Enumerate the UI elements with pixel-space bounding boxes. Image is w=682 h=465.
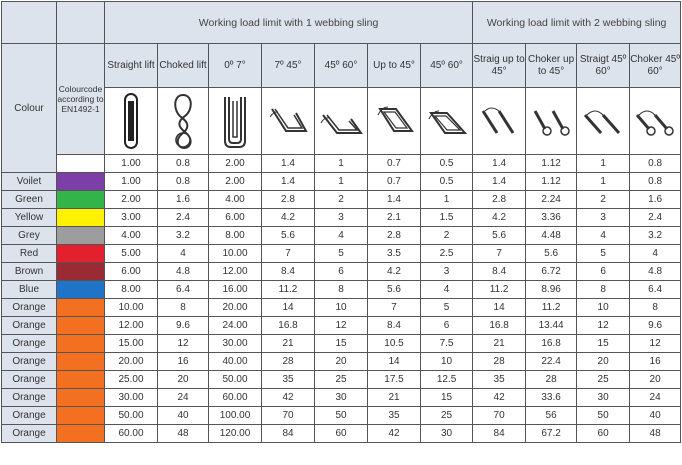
wll-value-cell: 33.6 <box>526 389 577 407</box>
double-straight-45-60-icon <box>577 88 630 155</box>
wll-value-cell: 84 <box>262 425 315 443</box>
column-header: 7º 45° <box>262 44 315 88</box>
wll-value-cell: 14 <box>368 353 421 371</box>
wll-value-cell: 4.00 <box>105 227 158 245</box>
factor-cell: 1.00 <box>105 155 158 173</box>
wll-value-cell: 4.8 <box>158 263 209 281</box>
wll-value-cell: 2 <box>315 191 368 209</box>
wll-value-cell: 3.5 <box>368 245 421 263</box>
wll-value-cell: 8.4 <box>262 263 315 281</box>
wll-value-cell: 35 <box>368 407 421 425</box>
table-row <box>2 191 681 209</box>
wll-value-cell: 28 <box>526 371 577 389</box>
wll-value-cell: 10 <box>421 353 473 371</box>
wll-value-cell: 100.00 <box>209 407 262 425</box>
wll-value-cell: 70 <box>262 407 315 425</box>
wll-value-cell: 8.4 <box>368 317 421 335</box>
wll-value-cell: 50 <box>577 407 630 425</box>
table-row <box>2 209 681 227</box>
table-row <box>2 389 681 407</box>
wll-value-cell: 6.4 <box>158 281 209 299</box>
table-row <box>2 353 681 371</box>
wll-value-cell: 7.5 <box>421 335 473 353</box>
colour-name: Orange <box>2 425 57 443</box>
wll-value-cell: 16 <box>630 353 681 371</box>
colour-swatch <box>57 245 105 263</box>
wll-value-cell: 12.00 <box>209 263 262 281</box>
column-header: Up to 45° <box>368 44 421 88</box>
wll-value-cell: 40.00 <box>209 353 262 371</box>
straight-lift-icon <box>105 88 158 155</box>
triangle-45-60-icon <box>421 88 473 155</box>
colour-swatch <box>57 263 105 281</box>
wll-value-cell: 5.6 <box>526 245 577 263</box>
colour-swatch <box>57 389 105 407</box>
wll-value-cell: 5 <box>315 245 368 263</box>
colour-swatch <box>57 425 105 443</box>
wll-value-cell: 2.00 <box>209 173 262 191</box>
colour-swatch <box>57 209 105 227</box>
wll-value-cell: 2 <box>421 227 473 245</box>
wll-value-cell: 8 <box>577 281 630 299</box>
wll-value-cell: 20 <box>315 353 368 371</box>
wll-value-cell: 15 <box>577 335 630 353</box>
wll-value-cell: 4 <box>158 245 209 263</box>
wll-value-cell: 67.2 <box>526 425 577 443</box>
wll-value-cell: 3.00 <box>105 209 158 227</box>
wll-value-cell: 4.8 <box>630 263 681 281</box>
wll-value-cell: 28 <box>262 353 315 371</box>
wll-value-cell: 4.00 <box>209 191 262 209</box>
wll-value-cell: 3.36 <box>526 209 577 227</box>
wll-value-cell: 5 <box>421 299 473 317</box>
wll-value-cell: 24.00 <box>209 317 262 335</box>
double-straight-up-to-45-icon <box>473 88 526 155</box>
wll-value-cell: 14 <box>262 299 315 317</box>
wll-value-cell: 10.00 <box>209 245 262 263</box>
wll-value-cell: 42 <box>473 389 526 407</box>
double-choker-45-60-icon <box>630 88 681 155</box>
colour-swatch <box>57 353 105 371</box>
wll-value-cell: 4.48 <box>526 227 577 245</box>
wll-value-cell: 22.4 <box>526 353 577 371</box>
table-row <box>2 227 681 245</box>
wll-value-cell: 2.5 <box>421 245 473 263</box>
colourcode-column-header: Colourcode according to EN1492-1 <box>57 44 105 155</box>
wll-value-cell: 8.96 <box>526 281 577 299</box>
wll-value-cell: 1.6 <box>630 191 681 209</box>
wll-value-cell: 2.8 <box>368 227 421 245</box>
factor-cell: 1.4 <box>262 155 315 173</box>
wll-value-cell: 12.5 <box>421 371 473 389</box>
wll-value-cell: 1.12 <box>526 173 577 191</box>
wll-value-cell: 3 <box>315 209 368 227</box>
wll-value-cell: 1 <box>577 173 630 191</box>
factor-cell: 1.4 <box>473 155 526 173</box>
column-header: Choker up to 45° <box>526 44 577 88</box>
wll-value-cell: 1.6 <box>158 191 209 209</box>
wll-value-cell: 35 <box>473 371 526 389</box>
wll-value-cell: 10.5 <box>368 335 421 353</box>
wll-value-cell: 0.5 <box>421 173 473 191</box>
table-row <box>2 425 681 443</box>
wll-value-cell: 60.00 <box>209 389 262 407</box>
colour-swatch <box>57 317 105 335</box>
wll-value-cell: 6 <box>577 263 630 281</box>
wll-value-cell: 2.1 <box>368 209 421 227</box>
colour-column-header: Colour <box>2 44 57 173</box>
wll-value-cell: 15 <box>315 335 368 353</box>
basket-45-60-icon <box>315 88 368 155</box>
wll-value-cell: 0.8 <box>158 173 209 191</box>
wll-value-cell: 56 <box>526 407 577 425</box>
colour-name: Orange <box>2 353 57 371</box>
colour-name: Yellow <box>2 209 57 227</box>
colour-name: Orange <box>2 299 57 317</box>
double-sling-header: Working load limit with 2 webbing sling <box>473 2 681 44</box>
wll-value-cell: 42 <box>368 425 421 443</box>
table-body <box>2 173 681 443</box>
column-header: Straig up to 45° <box>473 44 526 88</box>
column-header: 45º 60° <box>421 44 473 88</box>
wll-value-cell: 6.72 <box>526 263 577 281</box>
wll-value-cell: 48 <box>630 425 681 443</box>
wll-value-cell: 12.00 <box>105 317 158 335</box>
wll-value-cell: 16.8 <box>473 317 526 335</box>
table-row <box>2 335 681 353</box>
basket-vertical-icon <box>209 88 262 155</box>
wll-value-cell: 1.4 <box>262 173 315 191</box>
wll-value-cell: 24 <box>630 389 681 407</box>
working-load-limit-table <box>1 1 681 443</box>
wll-value-cell: 21 <box>262 335 315 353</box>
wll-value-cell: 2.24 <box>526 191 577 209</box>
factor-cell: 1 <box>577 155 630 173</box>
wll-value-cell: 4 <box>421 281 473 299</box>
column-header: Choked lift <box>158 44 209 88</box>
wll-value-cell: 35 <box>262 371 315 389</box>
wll-value-cell: 2.8 <box>262 191 315 209</box>
wll-value-cell: 1.4 <box>368 191 421 209</box>
colour-name: Orange <box>2 335 57 353</box>
wll-value-cell: 8.00 <box>105 281 158 299</box>
wll-value-cell: 12 <box>577 317 630 335</box>
table-row <box>2 299 681 317</box>
wll-value-cell: 30 <box>421 425 473 443</box>
corner-cell <box>2 2 57 44</box>
factor-cell: 1 <box>315 155 368 173</box>
wll-value-cell: 16.00 <box>209 281 262 299</box>
wll-value-cell: 20 <box>577 353 630 371</box>
wll-value-cell: 30.00 <box>105 389 158 407</box>
colour-name: Orange <box>2 407 57 425</box>
factor-cell: 2.00 <box>209 155 262 173</box>
wll-value-cell: 21 <box>473 335 526 353</box>
wll-value-cell: 5.6 <box>368 281 421 299</box>
wll-value-cell: 21 <box>368 389 421 407</box>
wll-value-cell: 60 <box>577 425 630 443</box>
wll-value-cell: 4.2 <box>473 209 526 227</box>
wll-value-cell: 12 <box>158 335 209 353</box>
colour-name: Grey <box>2 227 57 245</box>
corner-cell <box>57 2 105 44</box>
wll-value-cell: 1 <box>315 173 368 191</box>
wll-value-cell: 0.7 <box>368 173 421 191</box>
wll-value-cell: 11.2 <box>473 281 526 299</box>
wll-value-cell: 4.2 <box>368 263 421 281</box>
wll-value-cell: 16.8 <box>262 317 315 335</box>
column-header: Choker 45º 60° <box>630 44 681 88</box>
column-header: 45º 60° <box>315 44 368 88</box>
wll-value-cell: 30.00 <box>209 335 262 353</box>
wll-value-cell: 30 <box>315 389 368 407</box>
table-row <box>2 173 681 191</box>
factor-cell: 0.8 <box>630 155 681 173</box>
wll-value-cell: 7 <box>368 299 421 317</box>
triangle-up-to-45-icon <box>368 88 421 155</box>
colour-name: Voilet <box>2 173 57 191</box>
wll-value-cell: 4.2 <box>262 209 315 227</box>
factor-cell: 0.8 <box>158 155 209 173</box>
wll-value-cell: 10 <box>315 299 368 317</box>
wll-value-cell: 5.6 <box>262 227 315 245</box>
wll-value-cell: 5.6 <box>473 227 526 245</box>
colour-swatch <box>57 227 105 245</box>
wll-value-cell: 70 <box>473 407 526 425</box>
wll-value-cell: 8 <box>630 299 681 317</box>
wll-value-cell: 4 <box>315 227 368 245</box>
wll-value-cell: 6.00 <box>209 209 262 227</box>
wll-value-cell: 60 <box>315 425 368 443</box>
double-choker-up-to-45-icon <box>526 88 577 155</box>
wll-value-cell: 9.6 <box>158 317 209 335</box>
wll-value-cell: 25.00 <box>105 371 158 389</box>
factor-cell: 0.7 <box>368 155 421 173</box>
wll-value-cell: 20 <box>630 371 681 389</box>
colour-name: Orange <box>2 371 57 389</box>
column-header: 0º 7° <box>209 44 262 88</box>
colour-swatch <box>57 191 105 209</box>
wll-value-cell: 8 <box>158 299 209 317</box>
wll-value-cell: 84 <box>473 425 526 443</box>
table-row <box>2 371 681 389</box>
wll-value-cell: 1.4 <box>473 173 526 191</box>
wll-value-cell: 8.00 <box>209 227 262 245</box>
table-row <box>2 317 681 335</box>
wll-value-cell: 8 <box>315 281 368 299</box>
wll-value-cell: 3.2 <box>158 227 209 245</box>
wll-value-cell: 7 <box>473 245 526 263</box>
wll-value-cell: 10.00 <box>105 299 158 317</box>
wll-value-cell: 1.00 <box>105 173 158 191</box>
wll-value-cell: 120.00 <box>209 425 262 443</box>
colour-swatch <box>57 299 105 317</box>
factor-cell: 0.5 <box>421 155 473 173</box>
wll-value-cell: 4 <box>577 227 630 245</box>
column-header: Straigt 45º 60° <box>577 44 630 88</box>
wll-value-cell: 28 <box>473 353 526 371</box>
wll-value-cell: 25 <box>315 371 368 389</box>
wll-value-cell: 6 <box>315 263 368 281</box>
wll-value-cell: 60.00 <box>105 425 158 443</box>
wll-value-cell: 4 <box>630 245 681 263</box>
wll-value-cell: 10 <box>577 299 630 317</box>
wll-value-cell: 12 <box>315 317 368 335</box>
wll-value-cell: 40 <box>630 407 681 425</box>
wll-value-cell: 11.2 <box>262 281 315 299</box>
wll-value-cell: 9.6 <box>630 317 681 335</box>
wll-value-cell: 5.00 <box>105 245 158 263</box>
wll-value-cell: 5 <box>577 245 630 263</box>
wll-value-cell: 15.00 <box>105 335 158 353</box>
wll-value-cell: 17.5 <box>368 371 421 389</box>
wll-value-cell: 15 <box>421 389 473 407</box>
wll-value-cell: 3 <box>577 209 630 227</box>
colour-name: Red <box>2 245 57 263</box>
wll-value-cell: 2.4 <box>630 209 681 227</box>
table-row <box>2 281 681 299</box>
wll-value-cell: 30 <box>577 389 630 407</box>
colourcode-blank-cell <box>57 155 105 173</box>
single-sling-header: Working load limit with 1 webbing sling <box>105 2 473 44</box>
wll-value-cell: 2.4 <box>158 209 209 227</box>
wll-value-cell: 25 <box>577 371 630 389</box>
wll-value-cell: 16.8 <box>526 335 577 353</box>
wll-value-cell: 40 <box>158 407 209 425</box>
table-row <box>2 245 681 263</box>
wll-value-cell: 0.8 <box>630 173 681 191</box>
wll-value-cell: 20.00 <box>105 353 158 371</box>
wll-value-cell: 20 <box>158 371 209 389</box>
wll-value-cell: 42 <box>262 389 315 407</box>
colour-swatch <box>57 371 105 389</box>
wll-value-cell: 24 <box>158 389 209 407</box>
wll-value-cell: 2.8 <box>473 191 526 209</box>
column-header: Straight lift <box>105 44 158 88</box>
wll-value-cell: 1 <box>421 191 473 209</box>
table-row <box>2 407 681 425</box>
table-row <box>2 263 681 281</box>
wll-value-cell: 12 <box>630 335 681 353</box>
wll-value-cell: 7 <box>262 245 315 263</box>
colour-name: Blue <box>2 281 57 299</box>
colour-swatch <box>57 407 105 425</box>
wll-value-cell: 6.4 <box>630 281 681 299</box>
wll-value-cell: 48 <box>158 425 209 443</box>
choked-lift-icon <box>158 88 209 155</box>
colour-name: Brown <box>2 263 57 281</box>
wll-value-cell: 11.2 <box>526 299 577 317</box>
colour-swatch <box>57 281 105 299</box>
colour-name: Orange <box>2 389 57 407</box>
wll-value-cell: 20.00 <box>209 299 262 317</box>
wll-value-cell: 8.4 <box>473 263 526 281</box>
wll-value-cell: 2 <box>577 191 630 209</box>
colour-name: Green <box>2 191 57 209</box>
colour-name: Orange <box>2 317 57 335</box>
wll-value-cell: 6.00 <box>105 263 158 281</box>
basket-7-45-icon <box>262 88 315 155</box>
wll-value-cell: 1.5 <box>421 209 473 227</box>
wll-value-cell: 50.00 <box>105 407 158 425</box>
wll-value-cell: 16 <box>158 353 209 371</box>
wll-value-cell: 50 <box>315 407 368 425</box>
colour-swatch <box>57 335 105 353</box>
wll-value-cell: 25 <box>421 407 473 425</box>
colour-swatch <box>57 173 105 191</box>
wll-value-cell: 14 <box>473 299 526 317</box>
wll-value-cell: 13.44 <box>526 317 577 335</box>
wll-value-cell: 6 <box>421 317 473 335</box>
wll-value-cell: 2.00 <box>105 191 158 209</box>
factor-cell: 1.12 <box>526 155 577 173</box>
wll-value-cell: 3.2 <box>630 227 681 245</box>
wll-value-cell: 50.00 <box>209 371 262 389</box>
wll-value-cell: 3 <box>421 263 473 281</box>
